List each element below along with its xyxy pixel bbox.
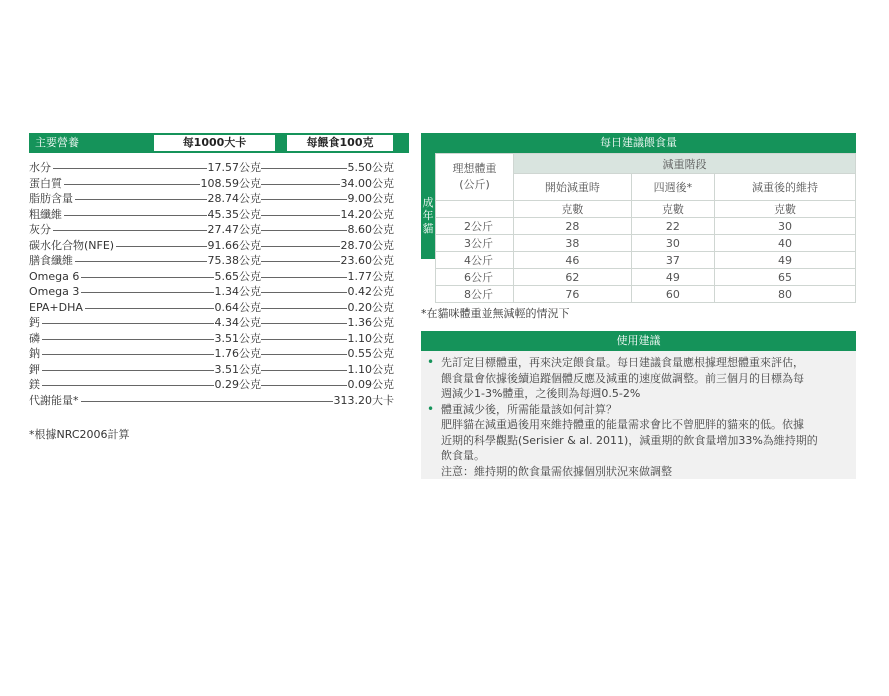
nutrient-label: 磷 <box>29 331 40 345</box>
usage-line: 近期的科學觀點(Serisier & al. 2011)，減重期的飲食量增加33%為維持期的 <box>441 433 818 447</box>
phase-week4-header: 四週後* <box>631 174 714 201</box>
nutrition-row <box>29 315 409 331</box>
per-100g-value: 5.50公克 <box>347 161 394 174</box>
per-1000kcal-value: 0.64公克 <box>214 300 261 314</box>
table-row <box>436 218 856 235</box>
unit-label: 克數 <box>714 201 855 218</box>
leader-line <box>259 354 349 355</box>
nutrient-label: 碳水化合物(NFE) <box>29 238 115 252</box>
unit-row <box>436 201 856 218</box>
feeding-grid <box>435 153 856 303</box>
per-1000kcal-header: 每1000大卡 <box>152 133 277 153</box>
start-cell: 28 <box>514 218 632 235</box>
nutrition-row <box>29 222 409 238</box>
nutrition-row <box>29 346 409 362</box>
per-1000kcal-value: 3.51公克 <box>214 362 261 376</box>
nutrition-row <box>29 284 409 300</box>
leader-line <box>259 292 349 293</box>
nutrition-row <box>29 253 409 269</box>
nutrient-label: 鉀 <box>29 362 40 376</box>
per-1000kcal-value: 45.35公克 <box>207 207 261 221</box>
nutrition-row <box>29 207 409 223</box>
leader-line <box>259 168 349 169</box>
week4-cell: 49 <box>631 269 714 286</box>
leader-line <box>29 339 229 340</box>
nutrition-footnote: *根據NRC2006計算 <box>29 428 130 441</box>
weight-loss-phase-header: 減重階段 <box>514 154 856 174</box>
per-100g-value: 0.09公克 <box>347 378 394 391</box>
start-cell: 46 <box>514 252 632 269</box>
per-1000kcal-value: 75.38公克 <box>207 254 261 267</box>
nutrition-row <box>29 238 409 254</box>
leader-line <box>259 308 349 309</box>
usage-item <box>427 402 846 480</box>
energy-value: 313.20大卡 <box>333 393 394 407</box>
usage-line: 肥胖貓在減重過後用來維持體重的能量需求會比不曾肥胖的貓來的低。依據 <box>441 418 804 431</box>
maintain-cell: 49 <box>714 252 855 269</box>
per-100g-header: 每餵食100克 <box>285 133 395 153</box>
nutrition-panel <box>29 133 409 442</box>
phase-maintain-header: 減重後的維持 <box>714 174 855 201</box>
per-100g-value: 0.20公克 <box>347 300 394 314</box>
per-100g-value: 8.60公克 <box>347 223 394 236</box>
per-100g-value: 28.70公克 <box>340 238 394 252</box>
per-100g-value: 1.36公克 <box>347 316 394 329</box>
feeding-title: 每日建議餵食量 <box>421 133 856 153</box>
ideal-weight-header: 理想體重 (公斤) <box>436 154 514 201</box>
per-1000kcal-value: 1.34公克 <box>214 285 261 298</box>
leader-line <box>259 323 349 324</box>
per-1000kcal-value: 91.66公克 <box>207 238 261 252</box>
leader-line <box>259 277 349 278</box>
unit-label: 克數 <box>514 201 632 218</box>
start-cell: 76 <box>514 286 632 303</box>
per-100g-value: 34.00公克 <box>340 176 394 190</box>
leader-line <box>259 246 349 247</box>
energy-row <box>29 393 409 409</box>
per-100g-value: 14.20公克 <box>340 207 394 221</box>
leader-line <box>259 370 349 371</box>
weight-cell: 8公斤 <box>436 286 514 303</box>
per-1000kcal-value: 0.29公克 <box>214 378 261 391</box>
feeding-table <box>421 153 856 299</box>
nutrient-label: 脂肪含量 <box>29 192 73 205</box>
weight-cell: 2公斤 <box>436 218 514 235</box>
leader-line <box>259 339 349 340</box>
feeding-note: *在貓咪體重並無減輕的情況下 <box>421 307 570 320</box>
per-100g-value: 0.55公克 <box>347 347 394 360</box>
nutrient-label: 灰分 <box>29 223 51 236</box>
per-100g-value: 1.77公克 <box>347 269 394 283</box>
nutrient-label: Omega 3 <box>29 285 80 298</box>
usage-line: 先訂定目標體重，再來決定餵食量。每日建議食量應根據理想體重來評估， <box>441 356 804 369</box>
leader-line <box>259 215 349 216</box>
per-100g-value: 23.60公克 <box>340 254 394 267</box>
per-1000kcal-value: 28.74公克 <box>207 192 261 205</box>
nutrient-label: 膳食纖維 <box>29 254 73 267</box>
usage-box <box>421 351 856 479</box>
nutrition-header <box>29 133 409 153</box>
maintain-cell: 40 <box>714 235 855 252</box>
leader-line <box>259 230 349 231</box>
nutrition-row <box>29 269 409 285</box>
per-1000kcal-value: 4.34公克 <box>214 316 261 329</box>
maintain-cell: 65 <box>714 269 855 286</box>
per-1000kcal-value: 108.59公克 <box>200 176 261 190</box>
per-1000kcal-value: 5.65公克 <box>214 269 261 283</box>
leader-line <box>259 261 349 262</box>
leader-line <box>29 323 229 324</box>
usage-line: 餵食量會依據後續追蹤個體反應及減重的速度做調整。前三個月的目標為每 <box>441 371 804 385</box>
leader-line <box>29 230 229 231</box>
week4-cell: 60 <box>631 286 714 303</box>
feeding-panel <box>421 133 856 479</box>
week4-cell: 30 <box>631 235 714 252</box>
per-100g-value: 9.00公克 <box>347 192 394 205</box>
unit-label: 克數 <box>631 201 714 218</box>
per-100g-value: 1.10公克 <box>347 362 394 376</box>
leader-line <box>29 354 229 355</box>
nutrition-row <box>29 160 409 176</box>
nutrient-label: EPA+DHA <box>29 300 83 314</box>
nutrition-row <box>29 300 409 316</box>
leader-line <box>259 184 349 185</box>
nutrient-label: 粗纖維 <box>29 207 62 221</box>
bullet-icon: • <box>427 355 435 369</box>
nutrition-row <box>29 362 409 378</box>
maintain-cell: 80 <box>714 286 855 303</box>
nutrient-label: 鈉 <box>29 347 40 360</box>
usage-title: 使用建議 <box>421 331 856 351</box>
bullet-icon: • <box>427 401 435 416</box>
per-1000kcal-value: 17.57公克 <box>207 161 261 174</box>
usage-item <box>427 355 846 402</box>
nutrient-label: Omega 6 <box>29 269 80 283</box>
weight-cell: 3公斤 <box>436 235 514 252</box>
table-row <box>436 269 856 286</box>
energy-label: 代謝能量* <box>29 393 79 407</box>
per-1000kcal-value: 3.51公克 <box>214 331 261 345</box>
nutrient-label: 鎂 <box>29 378 40 391</box>
per-100g-value: 0.42公克 <box>347 285 394 298</box>
week4-cell: 22 <box>631 218 714 235</box>
weight-cell: 4公斤 <box>436 252 514 269</box>
usage-line: 注意：維持期的飲食量需依據個別狀況來做調整 <box>441 464 672 478</box>
nutrition-row <box>29 377 409 393</box>
nutrition-row <box>29 191 409 207</box>
start-cell: 38 <box>514 235 632 252</box>
per-1000kcal-value: 27.47公克 <box>207 223 261 236</box>
usage-line: 飲食量。 <box>441 449 485 462</box>
nutrition-row <box>29 176 409 192</box>
usage-line: 週減少1-3%體重，之後則為每週0.5-2% <box>441 387 641 400</box>
week4-cell: 37 <box>631 252 714 269</box>
nutrition-row <box>29 331 409 347</box>
leader-line <box>259 199 349 200</box>
nutrient-label: 蛋白質 <box>29 176 62 190</box>
per-100g-value: 1.10公克 <box>347 331 394 345</box>
phase-start-header: 開始減重時 <box>514 174 632 201</box>
start-cell: 62 <box>514 269 632 286</box>
leader-line <box>29 385 229 386</box>
nutrition-title: 主要營養 <box>29 133 150 153</box>
nutrition-list <box>29 160 409 408</box>
table-row <box>436 286 856 303</box>
adult-cat-label: 成 年 貓 <box>421 153 435 259</box>
per-1000kcal-value: 1.76公克 <box>214 347 261 360</box>
table-row <box>436 252 856 269</box>
weight-cell: 6公斤 <box>436 269 514 286</box>
nutrient-label: 鈣 <box>29 316 40 329</box>
nutrient-label: 水分 <box>29 161 51 174</box>
leader-line <box>29 168 229 169</box>
table-row <box>436 235 856 252</box>
usage-line: 體重減少後，所需能量該如何計算？ <box>441 402 617 416</box>
leader-line <box>259 385 349 386</box>
maintain-cell: 30 <box>714 218 855 235</box>
leader-line <box>29 370 229 371</box>
